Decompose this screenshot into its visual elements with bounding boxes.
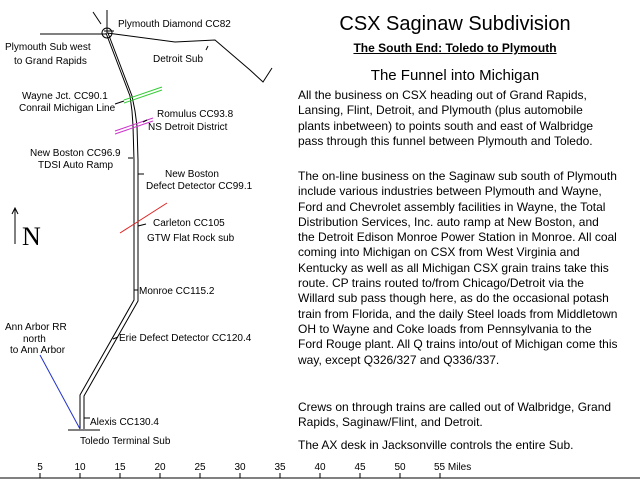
scale-tick-label: 35 xyxy=(274,462,286,473)
plymouth-sub-label: Plymouth Sub west xyxy=(5,42,91,53)
erie-label: Erie Defect Detector CC120.4 xyxy=(119,333,252,344)
page-subtitle: The South End: Toledo to Plymouth xyxy=(353,41,557,55)
conrail-label: Conrail Michigan Line xyxy=(19,103,116,114)
wayne-jct-label: Wayne Jct. CC90.1 xyxy=(22,91,108,102)
leader-lines xyxy=(84,12,208,418)
scale-tick-label: 50 xyxy=(394,462,406,473)
scale-tick-label: 55 Miles xyxy=(434,462,472,473)
page-title: CSX Saginaw Subdivision xyxy=(339,13,571,35)
toledo-terminal-label: Toledo Terminal Sub xyxy=(80,436,171,447)
scale-tick-label: 30 xyxy=(234,462,246,473)
paragraph-crews: Crews on through trains are called out of Walbridge, Grand Rapids, Saginaw/Flint, and Detroit. xyxy=(298,400,612,430)
carleton-label: Carleton CC105 xyxy=(153,218,225,229)
defect-detector-label-2: Defect Detector CC99.1 xyxy=(146,181,253,192)
section-heading: The Funnel into Michigan xyxy=(370,67,540,84)
ann-arbor-label-3: to Ann Arbor xyxy=(10,345,66,356)
scale-tick-label: 5 xyxy=(37,462,43,473)
scale-tick-label: 25 xyxy=(194,462,206,473)
scale-tick-label: 15 xyxy=(114,462,126,473)
ann-arbor-line xyxy=(40,355,80,429)
paragraph-funnel: All the business on CSX heading out of Grand Rapids, Lansing, Flint, Detroit, and Plymouth (plus automobile plants inbetween) to points south and east of Walbridge pass through this funnel between Plymouth and Toledo. xyxy=(298,88,594,148)
detroit-sub-label: Detroit Sub xyxy=(153,54,204,65)
tdsi-label: TDSI Auto Ramp xyxy=(38,160,114,171)
mileage-scale xyxy=(0,462,640,478)
paragraph-control: The AX desk in Jacksonville controls the entire Sub. xyxy=(298,438,574,452)
plymouth-sub-label-2: to Grand Rapids xyxy=(14,56,87,67)
paragraph-business: The on-line business on the Saginaw sub south of Plymouth include various industries between Plymouth and Wayne, Ford and Chevrolet assembly facilities in Wayne, the Total Distribution Services, Inc. auto ramp at New Boston, and the Detroit Edison Monroe Power Station in Monroe. All coal coming into Michigan on CSX from West Virginia and Kentucky as well as all Michigan CSX grain trains take this route. CP trains routed to/from Chicago/Detroit via the Willard sub pass though here, as do the occasional potash train from Florida, and the daily Steel loads from Middletown OH to Wayne and Coke loads from Pennsylvania to the Ford Rouge plant. All Q trains into/out of Michigan come this way, except Q326/327 and Q336/337. xyxy=(298,169,618,367)
new-boston-label: New Boston CC96.9 xyxy=(30,148,121,159)
north-arrow xyxy=(12,208,41,251)
scale-tick-label: 45 xyxy=(354,462,366,473)
romulus-label: Romulus CC93.8 xyxy=(157,109,234,120)
scale-tick-label: 40 xyxy=(314,462,326,473)
monroe-label: Monroe CC115.2 xyxy=(139,286,215,297)
ann-arbor-label: Ann Arbor RR xyxy=(5,322,67,333)
gtw-label: GTW Flat Rock sub xyxy=(147,233,235,244)
defect-detector-label: New Boston xyxy=(165,169,219,180)
north-label: N xyxy=(22,222,41,251)
ann-arbor-label-2: north xyxy=(23,334,46,345)
ns-detroit-label: NS Detroit District xyxy=(148,122,228,133)
scale-tick-label: 10 xyxy=(74,462,86,473)
alexis-label: Alexis CC130.4 xyxy=(90,417,159,428)
scale-tick-label: 20 xyxy=(154,462,166,473)
plymouth-diamond-label: Plymouth Diamond CC82 xyxy=(118,19,231,30)
